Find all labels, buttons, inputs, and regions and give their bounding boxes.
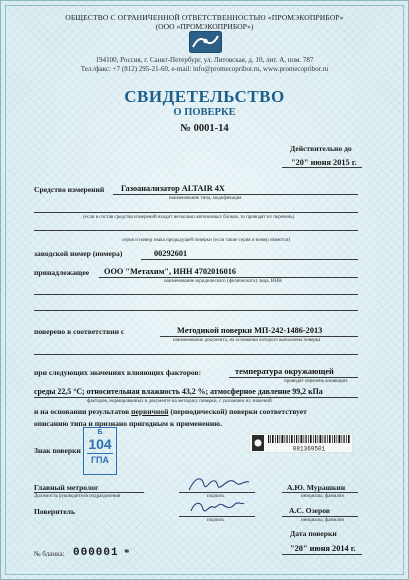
verification-date-label: Дата поверки: [290, 529, 337, 538]
basis-text-line-1: [34, 407, 307, 416]
metrologist-sign-caption: подпись: [207, 494, 225, 499]
metrologist-name-underline: [282, 492, 358, 493]
stamp-letter-top: Б: [97, 429, 103, 436]
verifier-name-caption: инициалы, фамилия: [301, 518, 344, 523]
certificate-number: № 0001-14: [180, 123, 229, 134]
instrument-underline: [113, 194, 358, 195]
document-title: СВИДЕТЕЛЬСТВО: [124, 87, 285, 106]
factors-value-2: среды 22,5 °С; относительная влажность 43,2 %; атмосферное давление 99,2 кПа: [34, 387, 323, 396]
org-short-name: (ООО «ПРОМЭКОПРИБОР»): [155, 22, 254, 31]
instrument-caption: наименование типа, модификация: [169, 196, 242, 201]
document-subtitle: О ПОВЕРКЕ: [173, 107, 236, 118]
verification-date-value: "20" июня 2014 г.: [290, 544, 356, 553]
factors-underline-1: [229, 377, 358, 378]
serial-value: 00292601: [154, 249, 188, 258]
org-name: ОБЩЕСТВО С ОГРАНИЧЕННОЙ ОТВЕТСТВЕННОСТЬЮ «ПРОМЭКОПРИБОР»: [65, 13, 344, 22]
verification-date-underline: [282, 554, 362, 555]
basis-text-underlined: первичной: [131, 407, 169, 416]
metrologist-title-underline: [34, 492, 144, 493]
org-address: 194100, Россия, г. Санкт-Петербург, ул. Литовская, д. 10, лит. А, пом. 787: [95, 56, 314, 64]
verifier-sign-caption: подпись: [207, 518, 225, 523]
owner-underline: [99, 277, 358, 278]
factors-caption-2: факторов, нормированных в документе на методику поверки, с указанием их значений: [87, 399, 272, 404]
factors-label: при следующих значениях влияющих факторов:: [34, 368, 202, 377]
factors-value-1: температура окружающей: [235, 367, 334, 376]
blank-number: 000001: [73, 547, 119, 559]
blank-line-3: [34, 294, 358, 295]
verifier-name-underline: [282, 516, 358, 517]
blank-line-4: [34, 310, 358, 311]
verification-stamp: [83, 427, 117, 475]
validity-label: Действительно до: [290, 144, 352, 153]
validity-underline: [282, 167, 362, 168]
factors-underline-2: [34, 397, 358, 398]
basis-text-pre: и на основании результатов: [34, 407, 132, 416]
instrument-label: Средство измерений: [34, 185, 105, 194]
verifier-name: А.С. Озеров: [289, 506, 330, 515]
blank-line-5: [34, 354, 358, 355]
instrument-value: Газоанализатор ALTAIR 4X: [121, 184, 225, 193]
verified-underline: [160, 336, 358, 337]
blank-line-1: [34, 212, 358, 213]
validity-date: "20" июня 2015 г.: [291, 158, 357, 167]
metrologist-title-caption: Должность руководителя подразделения: [34, 494, 121, 499]
basis-text-line-2: описанию типа и признано пригодным к применению.: [34, 419, 222, 428]
metrologist-sign-underline: [179, 492, 255, 493]
verifier-title: Поверитель: [34, 507, 75, 516]
verified-label: поверено в соответствии с: [34, 327, 125, 336]
barcode-sticker: [249, 433, 353, 453]
blank-asterisk: *: [124, 547, 130, 559]
serial-underline: [141, 259, 358, 260]
stamp-letters: ГПА: [90, 455, 110, 465]
metrologist-title: Главный метролог: [34, 483, 99, 492]
serial-label: заводской номер (номера): [34, 249, 123, 258]
org-contacts: Тел./факс: +7 (812) 295-21-60, e-mail: info@promecopribor.ru, www.promecopribor.ru: [80, 65, 329, 73]
blocks-caption: (если в состав средства измерений входит несколько автономных блоков, то приводят их перечень): [83, 215, 295, 220]
metrologist-name-caption: инициалы, фамилия: [301, 494, 344, 499]
owner-label: принадлежащее: [34, 268, 90, 277]
stamp-label: Знак поверки: [34, 446, 81, 455]
owner-value: ООО "Метахим", ИНН 4702016016: [104, 267, 237, 276]
verifier-signature-icon: [187, 496, 247, 518]
metrologist-name: А.Ю. Мурашкин: [287, 483, 346, 492]
blank-number-label: № бланка:: [34, 550, 65, 558]
barcode-text: 081369501: [292, 445, 326, 453]
stamp-code: 104: [88, 436, 112, 452]
basis-text-post: (периодической) поверки соответствует: [168, 407, 307, 416]
promecopribor-logo-icon: [189, 31, 222, 53]
blank-line-2: [34, 230, 358, 231]
owner-caption: наименование юридического (физического) лица, ИНН: [164, 279, 282, 284]
factors-caption-1: приводят перечень влияющих: [284, 379, 348, 384]
series-caption: серия и номер знака предыдущей поверки (если такие серия и номер имеются): [122, 238, 291, 243]
verified-caption: наименование документа, на основании которого выполнена поверка: [173, 338, 321, 343]
verifier-sign-underline: [179, 516, 255, 517]
verified-value: Методикой поверки МП-242-1486-2013: [177, 326, 323, 335]
